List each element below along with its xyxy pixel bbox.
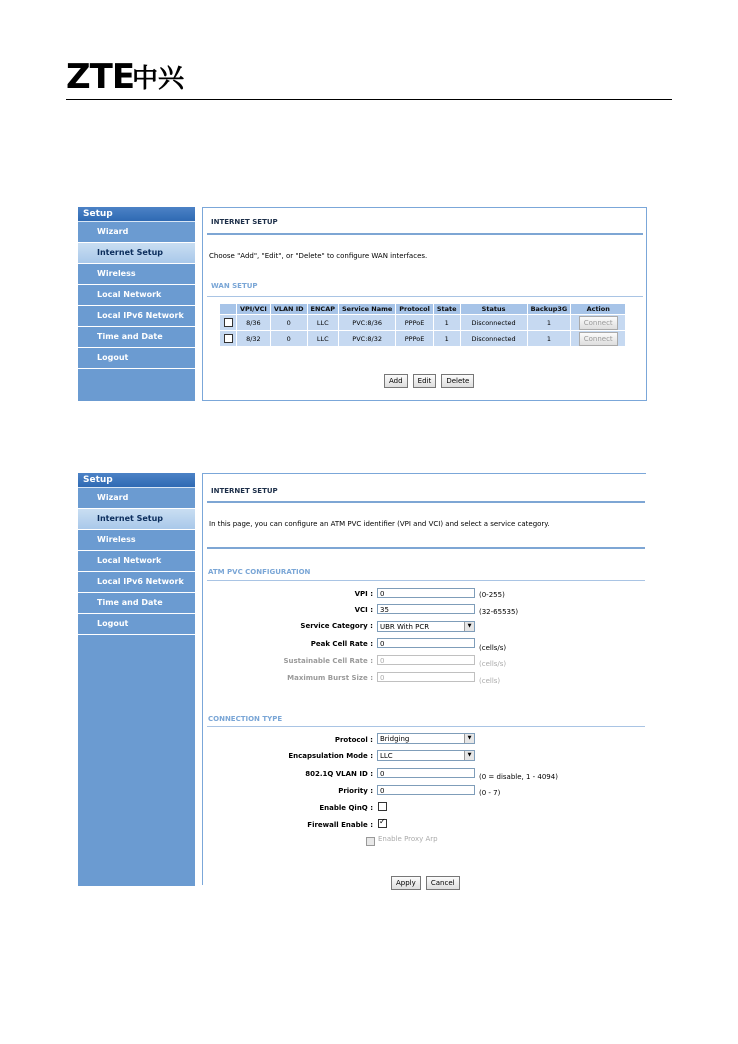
sidebar-item-local-ipv6-network[interactable]: Local IPv6 Network [78, 572, 195, 593]
sidebar-header: Setup [78, 207, 195, 222]
sidebar-item-wireless[interactable]: Wireless [78, 264, 195, 285]
peak-cell-rate-hint: (cells/s) [479, 644, 507, 652]
sidebar-item-internet-setup[interactable]: Internet Setup [78, 243, 195, 264]
instruction-text: In this page, you can configure an ATM PVC identifier (VPI and VCI) and select a service category. [209, 520, 550, 528]
max-burst-size-label: Maximum Burst Size : [287, 674, 373, 682]
vpi-label: VPI : [354, 590, 373, 598]
priority-hint: (0 - 7) [479, 789, 501, 797]
col-vlan-id: VLAN ID [271, 304, 307, 314]
col-state: State [434, 304, 460, 314]
svg-text:中兴: 中兴 [132, 64, 185, 94]
edit-button[interactable]: Edit [413, 374, 437, 388]
cancel-button[interactable]: Cancel [426, 876, 460, 890]
encap-cell: LLC [308, 315, 338, 330]
wan-setup-rule [207, 296, 643, 297]
service-category-value: UBR With PCR [380, 623, 430, 631]
row-select-cell [220, 315, 236, 330]
row-checkbox[interactable] [224, 334, 233, 343]
priority-input[interactable]: 0 [377, 785, 475, 795]
vci-input[interactable]: 35 [377, 604, 475, 614]
col-select [220, 304, 236, 314]
vpivci-cell: 8/36 [237, 315, 270, 330]
main-panel [202, 207, 647, 401]
main-panel [202, 473, 646, 885]
col-encap: ENCAP [308, 304, 338, 314]
title-bar [207, 501, 645, 503]
state-cell: 1 [434, 315, 460, 330]
row-checkbox[interactable] [224, 318, 233, 327]
encapsulation-mode-select[interactable] [377, 750, 475, 761]
sidebar-item-logout[interactable]: Logout [78, 348, 195, 369]
sidebar-item-wizard[interactable]: Wizard [78, 488, 195, 509]
chevron-down-icon: ▼ [464, 751, 474, 760]
protocol-value: Bridging [380, 735, 410, 743]
col-status: Status [461, 304, 527, 314]
service-category-select[interactable] [377, 621, 475, 632]
sidebar-item-time-and-date[interactable]: Time and Date [78, 327, 195, 348]
apply-button[interactable]: Apply [391, 876, 421, 890]
wan-table [219, 303, 626, 347]
encapsulation-mode-label: Encapsulation Mode : [288, 752, 373, 760]
sidebar-item-local-ipv6-network[interactable]: Local IPv6 Network [78, 306, 195, 327]
sidebar-item-wireless[interactable]: Wireless [78, 530, 195, 551]
peak-cell-rate-label: Peak Cell Rate : [310, 640, 373, 648]
sidebar-item-internet-setup[interactable]: Internet Setup [78, 509, 195, 530]
wan-button-row [384, 368, 474, 388]
protocol-label: Protocol : [334, 736, 373, 744]
service-cell: PVC:8/32 [339, 331, 395, 346]
encap-cell: LLC [308, 331, 338, 346]
page-title: INTERNET SETUP [211, 487, 278, 495]
max-burst-size-input[interactable]: 0 [377, 672, 475, 682]
col-backup3g: Backup3G [528, 304, 571, 314]
vlan-id-input[interactable]: 0 [377, 768, 475, 778]
header-rule [66, 99, 672, 100]
table-row [220, 315, 625, 330]
encapsulation-mode-value: LLC [380, 752, 393, 760]
priority-label: Priority : [338, 787, 373, 795]
connection-type-title: CONNECTION TYPE [208, 715, 283, 723]
vpi-input[interactable]: 0 [377, 588, 475, 598]
col-protocol: Protocol [396, 304, 433, 314]
protocol-cell: PPPoE [396, 315, 433, 330]
svg-text:ZTE: ZTE [66, 57, 135, 95]
proxy-arp-label: Enable Proxy Arp [378, 835, 438, 843]
backup-cell: 1 [528, 315, 571, 330]
status-cell: Disconnected [461, 315, 527, 330]
table-header-row [220, 304, 625, 314]
col-action: Action [571, 304, 625, 314]
sidebar-item-time-and-date[interactable]: Time and Date [78, 593, 195, 614]
zte-logo [66, 55, 186, 95]
sustainable-cell-rate-hint: (cells/s) [479, 660, 507, 668]
protocol-select[interactable] [377, 733, 475, 744]
add-button[interactable]: Add [384, 374, 408, 388]
sidebar-item-local-network[interactable]: Local Network [78, 551, 195, 572]
atm-pvc-rule [207, 580, 645, 581]
service-cell: PVC:8/36 [339, 315, 395, 330]
sidebar-item-wizard[interactable]: Wizard [78, 222, 195, 243]
action-cell [571, 331, 625, 346]
protocol-cell: PPPoE [396, 331, 433, 346]
sidebar-item-local-network[interactable]: Local Network [78, 285, 195, 306]
connection-type-rule [207, 726, 645, 727]
vlan-id-label: 802.1Q VLAN ID : [305, 770, 373, 778]
sustainable-cell-rate-label: Sustainable Cell Rate : [283, 657, 373, 665]
firewall-enable-checkbox[interactable] [378, 819, 387, 828]
vci-label: VCI : [354, 606, 373, 614]
table-row [220, 331, 625, 346]
enable-qinq-checkbox[interactable] [378, 802, 387, 811]
sidebar [78, 473, 195, 886]
sidebar [78, 207, 195, 401]
vlan-cell: 0 [271, 315, 307, 330]
proxy-arp-checkbox[interactable] [366, 837, 375, 846]
chevron-down-icon: ▼ [464, 734, 474, 743]
vlan-id-hint: (0 = disable, 1 - 4094) [479, 773, 558, 781]
screenshot-atm-pvc [78, 473, 646, 886]
sustainable-cell-rate-input[interactable]: 0 [377, 655, 475, 665]
service-category-label: Service Category : [300, 622, 373, 630]
state-cell: 1 [434, 331, 460, 346]
connect-button[interactable]: Connect [579, 332, 618, 346]
enable-qinq-label: Enable QinQ : [319, 804, 373, 812]
col-service-name: Service Name [339, 304, 395, 314]
form-button-row [391, 870, 460, 890]
instruction-bar [207, 547, 645, 549]
vci-hint: (32-65535) [479, 608, 519, 616]
backup-cell: 1 [528, 331, 571, 346]
firewall-enable-label: Firewall Enable : [307, 821, 373, 829]
page-title: INTERNET SETUP [211, 218, 278, 226]
instruction-text: Choose "Add", "Edit", or "Delete" to configure WAN interfaces. [209, 252, 428, 260]
wan-setup-title: WAN SETUP [211, 282, 258, 290]
vpi-hint: (0-255) [479, 591, 505, 599]
peak-cell-rate-input[interactable]: 0 [377, 638, 475, 648]
sidebar-header: Setup [78, 473, 195, 488]
screenshot-wan-setup [78, 207, 646, 401]
action-cell [571, 315, 625, 330]
chevron-down-icon: ▼ [464, 622, 474, 631]
vpivci-cell: 8/32 [237, 331, 270, 346]
vlan-cell: 0 [271, 331, 307, 346]
delete-button[interactable]: Delete [441, 374, 474, 388]
max-burst-size-hint: (cells) [479, 677, 501, 685]
connect-button[interactable]: Connect [579, 316, 618, 330]
col-vpivci: VPI/VCI [237, 304, 270, 314]
atm-pvc-title: ATM PVC CONFIGURATION [208, 568, 311, 576]
row-select-cell [220, 331, 236, 346]
title-bar [207, 233, 643, 235]
sidebar-item-logout[interactable]: Logout [78, 614, 195, 635]
status-cell: Disconnected [461, 331, 527, 346]
